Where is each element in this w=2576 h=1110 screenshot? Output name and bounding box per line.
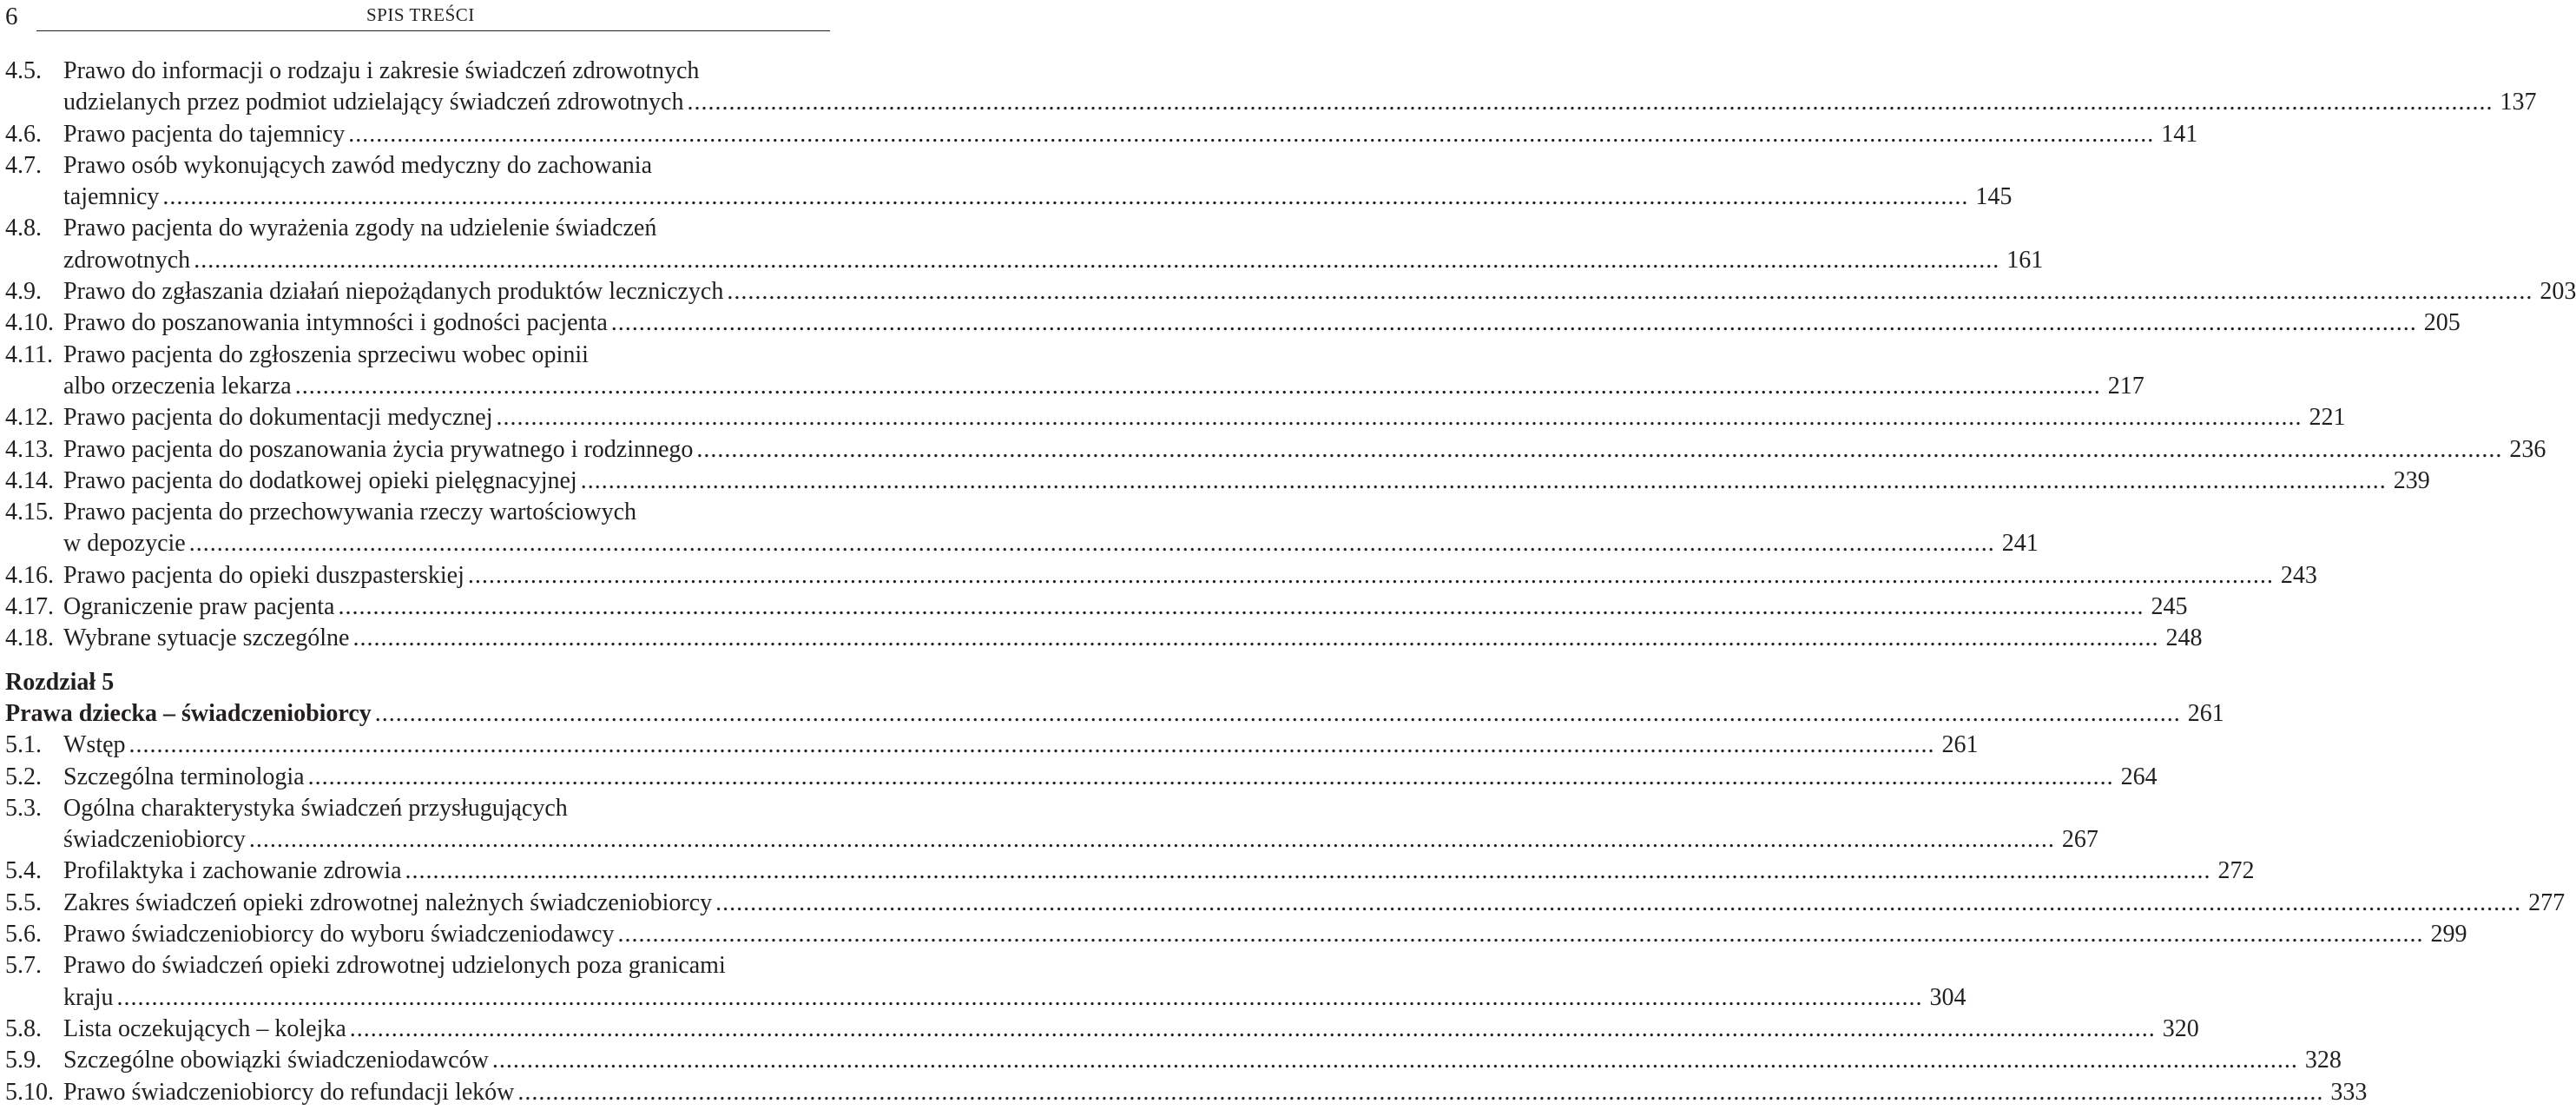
toc-entry (0, 1045, 2342, 1076)
entry-number: 5.8. (5, 1014, 42, 1042)
entry-title: świadczeniobiorcy (63, 826, 246, 854)
toc-line (0, 730, 1979, 761)
entry-leader (63, 1014, 2199, 1045)
toc-line (0, 497, 833, 528)
toc-line (0, 950, 833, 981)
toc-entry (0, 888, 2566, 919)
running-title: SPIS TREŚCI (366, 4, 475, 25)
entry-leader (63, 87, 2537, 118)
page-ref: 320 (2162, 1014, 2199, 1042)
entry-title: zdrowotnych (63, 246, 191, 274)
entry-title: Prawo pacjenta do dokumentacji medycznej (63, 404, 493, 432)
toc-entry (0, 402, 2346, 433)
page-ref: 261 (1941, 731, 1979, 759)
toc-entry (0, 276, 2576, 307)
toc-entry (0, 340, 2144, 403)
page-ref: 203 (2540, 278, 2576, 306)
entry-title: Prawo pacjenta do zgłoszenia sprzeciwu wobec opinii (63, 340, 589, 368)
toc-line (0, 340, 833, 371)
toc-line (0, 213, 833, 244)
page-ref: 304 (1929, 983, 1967, 1011)
entry-title: Szczególna terminologia (63, 763, 305, 790)
entry-title: albo orzeczenia lekarza (63, 372, 292, 400)
toc-line (0, 1045, 2342, 1076)
dot-leader: .................................................................................................................................................................................................................................................................... (349, 1014, 2156, 1042)
toc-entry (0, 856, 2255, 887)
entry-number: 4.16. (5, 561, 54, 589)
toc-entry (0, 56, 2537, 119)
entry-number: 5.2. (5, 763, 42, 790)
entry-title: Prawo pacjenta do poszanowania życia prywatnego i rodzinnego (63, 435, 694, 463)
entry-title: Prawo do zgłaszania działań niepożądanych produktów leczniczych (63, 278, 724, 306)
toc-line (0, 888, 2566, 919)
toc-line (0, 1014, 2199, 1045)
entry-number: 4.13. (5, 435, 54, 463)
entry-leader (63, 623, 2203, 654)
entry-number: 4.7. (5, 151, 42, 179)
entry-number: 5.3. (5, 794, 42, 822)
entry-title: Prawo pacjenta do opieki duszpasterskiej (63, 561, 464, 589)
entry-leader (63, 888, 2566, 919)
entry-leader (63, 730, 1979, 761)
dot-leader: .................................................................................................................................................................................................................................................................... (338, 593, 2144, 621)
entry-leader (5, 698, 2224, 730)
entry-number: 5.9. (5, 1047, 42, 1074)
entry-title: Wybrane sytuacje szczególne (63, 624, 350, 652)
toc-line (0, 623, 2203, 654)
toc-entry (0, 591, 2188, 623)
toc-line (0, 667, 833, 698)
dot-leader: .................................................................................................................................................................................................................................................................... (617, 921, 2424, 948)
entry-title: Prawo do świadczeń opieki zdrowotnej udzielonych poza granicami (63, 952, 726, 980)
dot-leader: .................................................................................................................................................................................................................................................................... (348, 120, 2155, 148)
page-ref: 236 (2509, 435, 2546, 463)
entry-title: Prawo osób wykonujących zawód medyczny do zachowania (63, 151, 653, 179)
toc-entry (0, 1077, 2368, 1108)
page-ref: 239 (2393, 466, 2430, 494)
table-of-contents (0, 56, 2576, 1108)
page-ref: 241 (2001, 530, 2039, 558)
dot-leader: .................................................................................................................................................................................................................................................................... (517, 1078, 2324, 1106)
dot-leader: .................................................................................................................................................................................................................................................................... (491, 1047, 2298, 1074)
entry-leader (63, 245, 2044, 276)
entry-leader (63, 276, 2576, 307)
dot-leader: .................................................................................................................................................................................................................................................................... (610, 309, 2417, 337)
page-ref: 248 (2165, 624, 2203, 652)
entry-leader (63, 307, 2461, 339)
entry-number: 5.4. (5, 857, 42, 885)
entry-leader (63, 982, 1967, 1014)
entry-leader (63, 919, 2467, 950)
entry-title: w depozycie (63, 530, 186, 558)
dot-leader: .................................................................................................................................................................................................................................................................... (307, 763, 2114, 790)
entry-number: 4.9. (5, 278, 42, 306)
entry-title: Szczególne obowiązki świadczeniodawców (63, 1047, 489, 1074)
page-ref: 264 (2120, 763, 2158, 790)
page-ref: 328 (2304, 1047, 2342, 1074)
page-ref: 267 (2061, 826, 2098, 854)
toc-entry (0, 623, 2203, 654)
toc-entry (0, 119, 2198, 150)
entry-title: Wstęp (63, 731, 126, 759)
entry-number: 4.12. (5, 404, 54, 432)
dot-leader: .................................................................................................................................................................................................................................................................... (727, 278, 2533, 306)
entry-title: Prawo świadczeniobiorcy do wyboru świadczeniodawcy (63, 921, 615, 948)
page-number: 6 (5, 3, 18, 30)
page-ref: 243 (2280, 561, 2317, 589)
entry-leader (63, 591, 2188, 623)
entry-number: 4.15. (5, 499, 54, 526)
entry-number: 4.8. (5, 215, 42, 242)
entry-title: Prawo pacjenta do przechowywania rzeczy wartościowych (63, 499, 637, 526)
toc-line (0, 402, 2346, 433)
page-ref: 333 (2330, 1078, 2368, 1106)
dot-leader: .................................................................................................................................................................................................................................................................... (294, 372, 2101, 400)
dot-leader: .................................................................................................................................................................................................................................................................... (696, 435, 2503, 463)
dot-leader: .................................................................................................................................................................................................................................................................... (188, 530, 1995, 558)
toc-entry (0, 466, 2430, 497)
toc-line (0, 119, 2198, 150)
chapter-label: Rozdział 5 (5, 668, 115, 696)
toc-line (0, 466, 2430, 497)
toc-line (0, 1077, 2368, 1108)
dot-leader: .................................................................................................................................................................................................................................................................... (467, 561, 2274, 589)
toc-entry (0, 793, 2098, 856)
entry-number: 4.14. (5, 466, 54, 494)
dot-leader: .................................................................................................................................................................................................................................................................... (352, 624, 2159, 652)
page-ref: 261 (2187, 699, 2224, 727)
page-ref: 145 (1975, 183, 2013, 211)
dot-leader: .................................................................................................................................................................................................................................................................... (128, 731, 1935, 759)
toc-line (0, 150, 833, 182)
chapter-title: Prawa dziecka – świadczeniobiorcy (5, 699, 372, 727)
entry-number: 5.6. (5, 921, 42, 948)
dot-leader: .................................................................................................................................................................................................................................................................... (162, 183, 1969, 211)
entry-number: 5.1. (5, 731, 42, 759)
dot-leader: .................................................................................................................................................................................................................................................................... (248, 826, 2055, 854)
toc-entry (0, 150, 2013, 214)
toc-line (0, 434, 2546, 466)
toc-line (0, 698, 2224, 730)
entry-number: 5.5. (5, 889, 42, 916)
entry-title: Prawo do poszanowania intymności i godności pacjenta (63, 309, 608, 337)
entry-number: 4.10. (5, 309, 54, 337)
toc-line (0, 528, 2039, 559)
dot-leader: .................................................................................................................................................................................................................................................................... (194, 246, 2000, 274)
page-ref: 299 (2430, 921, 2467, 948)
toc-entry (0, 730, 1979, 761)
entry-title: tajemnicy (63, 183, 160, 211)
toc-entry (0, 213, 2044, 276)
toc-line (0, 793, 833, 824)
entry-leader (63, 528, 2039, 559)
dot-leader: .................................................................................................................................................................................................................................................................... (374, 699, 2181, 727)
entry-title: Prawo pacjenta do tajemnicy (63, 120, 346, 148)
toc-line (0, 591, 2188, 623)
toc-entry (0, 307, 2461, 339)
entry-number: 4.6. (5, 120, 42, 148)
toc-entry (0, 497, 2039, 560)
toc-line (0, 56, 833, 87)
entry-title: Ogólna charakterystyka świadczeń przysługujących (63, 794, 568, 822)
toc-line (0, 824, 2098, 856)
entry-title: Lista oczekujących – kolejka (63, 1014, 346, 1042)
entry-number: 4.17. (5, 593, 54, 621)
entry-leader (63, 182, 2013, 213)
page-ref: 205 (2423, 309, 2461, 337)
toc-entry (0, 434, 2546, 466)
entry-title: Prawo do informacji o rodzaju i zakresie świadczeń zdrowotnych (63, 57, 700, 84)
entry-number: 4.11. (5, 340, 53, 368)
dot-leader: .................................................................................................................................................................................................................................................................... (116, 983, 1923, 1011)
entry-title: Prawo świadczeniobiorcy do refundacji leków (63, 1078, 515, 1106)
toc-line (0, 307, 2461, 339)
page-ref: 141 (2161, 120, 2198, 148)
entry-title: kraju (63, 983, 114, 1011)
chapter-gap (0, 655, 833, 667)
toc-line (0, 276, 2576, 307)
toc-entry (0, 762, 2158, 793)
entry-number: 4.18. (5, 624, 54, 652)
toc-line (0, 982, 1967, 1014)
dot-leader: .................................................................................................................................................................................................................................................................... (496, 404, 2303, 432)
toc-entry (0, 1014, 2199, 1045)
entry-number: 5.10. (5, 1078, 54, 1106)
entry-title: Ograniczenie praw pacjenta (63, 593, 335, 621)
dot-leader: .................................................................................................................................................................................................................................................................... (715, 889, 2522, 916)
entry-leader (63, 371, 2144, 402)
entry-leader (63, 1045, 2342, 1076)
toc-line (0, 856, 2255, 887)
entry-title: Prawo pacjenta do dodatkowej opieki pielęgnacyjnej (63, 466, 577, 494)
toc-line (0, 182, 2013, 213)
toc-line (0, 87, 2537, 118)
toc-entry (0, 950, 1967, 1014)
page-ref: 221 (2309, 404, 2346, 432)
entry-leader (63, 402, 2346, 433)
toc-line (0, 245, 2044, 276)
page-ref: 217 (2107, 372, 2144, 400)
toc-entry (0, 919, 2467, 950)
toc-line (0, 371, 2144, 402)
entry-leader (63, 119, 2198, 150)
entry-leader (63, 466, 2430, 497)
entry-leader (63, 856, 2255, 887)
dot-leader: .................................................................................................................................................................................................................................................................... (405, 857, 2211, 885)
entry-title: Profilaktyka i zachowanie zdrowia (63, 857, 402, 885)
entry-number: 5.7. (5, 952, 42, 980)
entry-leader (63, 762, 2158, 793)
toc-line (0, 762, 2158, 793)
dot-leader: .................................................................................................................................................................................................................................................................... (580, 466, 2387, 494)
entry-leader (63, 560, 2317, 591)
page-ref: 137 (2500, 89, 2537, 116)
entry-number: 4.5. (5, 57, 42, 84)
entry-title: Prawo pacjenta do wyrażenia zgody na udzielenie świadczeń (63, 215, 657, 242)
page-ref: 272 (2217, 857, 2255, 885)
page-ref: 277 (2528, 889, 2566, 916)
page-ref: 161 (2006, 246, 2044, 274)
entry-leader (63, 824, 2098, 856)
toc-line (0, 560, 2317, 591)
toc-entry (0, 560, 2317, 591)
header-rule (36, 30, 830, 31)
entry-title: udzielanych przez podmiot udzielający świadczeń zdrowotnych (63, 89, 684, 116)
entry-leader (63, 434, 2546, 466)
entry-title: Zakres świadczeń opieki zdrowotnej należnych świadczeniobiorcy (63, 889, 713, 916)
page-ref: 245 (2151, 593, 2188, 621)
entry-leader (63, 1077, 2368, 1108)
toc-line (0, 919, 2467, 950)
dot-leader: .................................................................................................................................................................................................................................................................... (687, 89, 2494, 116)
